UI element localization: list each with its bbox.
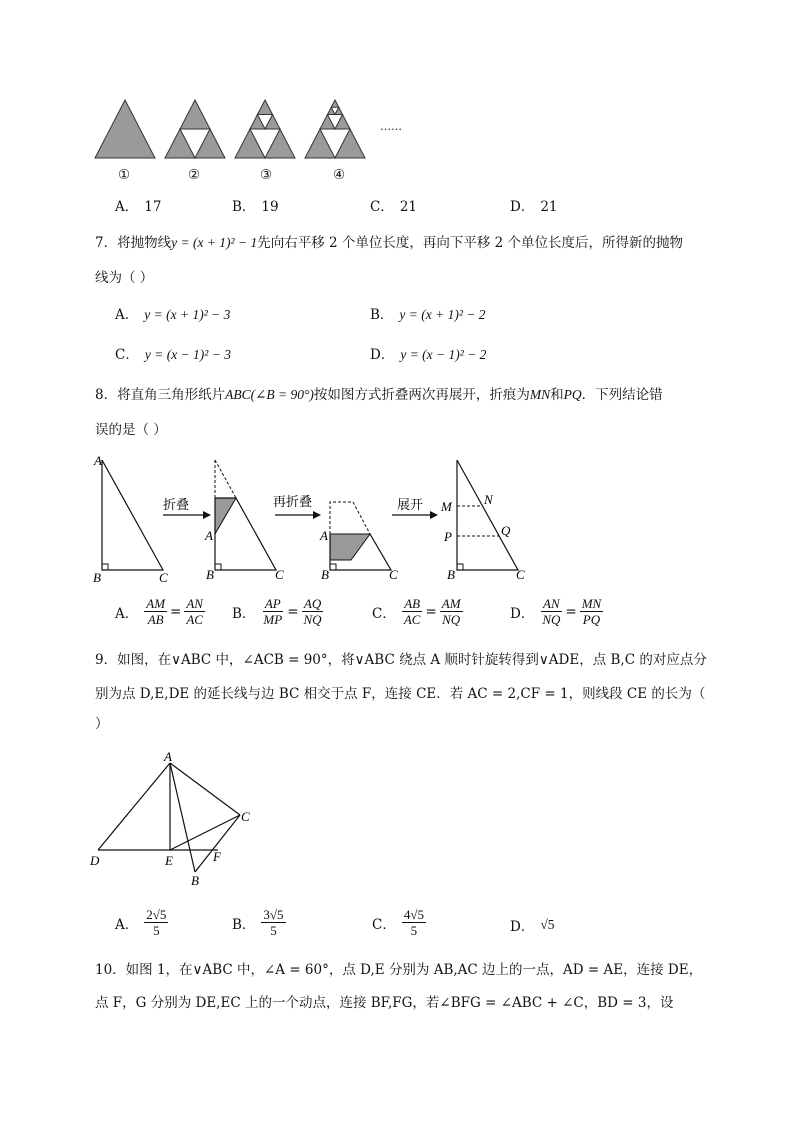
q6-figure-2 <box>165 100 225 158</box>
q9-option-a[interactable]: A． $\frac{2√5}{5}$ <box>115 907 167 938</box>
q6-option-a[interactable]: A． 17 <box>115 199 162 215</box>
q8-arrow1-label: 折叠 <box>163 497 190 512</box>
q6-sierpinski-figures <box>90 95 410 165</box>
q8-label-Q: Q <box>501 523 511 538</box>
q10-stem-line2: 点 F，G 分别为 DE,EC 上的一个动点，连接 BF,FG，若∠BFG = ∠ABC + ∠C，BD = 3，设 <box>95 995 674 1011</box>
q7-stem-line1: 7．将抛物线y = (x + 1)² − 1先向右平移 2 个单位长度，再向下平移 2 个单位长度后，所得新的抛物 <box>95 235 684 251</box>
q7-option-c[interactable]: C． y = (x − 1)² − 3 <box>115 347 231 363</box>
q6-option-b[interactable]: B． 19 <box>232 199 279 215</box>
q9-label-F: F <box>213 849 221 864</box>
q6-figure-1 <box>95 100 155 158</box>
q8-label-B2: B <box>206 567 214 582</box>
q8-label-B4: B <box>447 567 455 582</box>
q6-figure-label-3: ③ <box>260 167 273 183</box>
q8-label-N: N <box>484 492 493 507</box>
q8-label-C3: C <box>389 567 398 582</box>
q7-formula: y = (x + 1)² − 1 <box>171 235 258 250</box>
q6-option-d[interactable]: D． 21 <box>510 199 558 215</box>
q7-stem-line2: 线为（ ） <box>95 270 154 286</box>
q8-label-P: P <box>444 529 452 544</box>
q6-ellipsis: …… <box>380 120 402 133</box>
q9-option-d[interactable]: D． √5 <box>510 917 555 935</box>
q9-option-c[interactable]: C． $\frac{4√5}{5}$ <box>372 907 424 938</box>
q9-label-A: A <box>164 749 172 764</box>
q8-label-M: M <box>441 499 452 514</box>
q8-stem-line1: 8．将直角三角形纸片ABC(∠B = 90°)按如图方式折叠两次再展开，折痕为MN和PQ．下列结论错 <box>95 387 663 403</box>
q10-stem-line1: 10．如图 1，在∨ABC 中，∠A = 60°，点 D,E 分别为 AB,AC 边上的一点，AD = AE，连接 DE， <box>95 962 703 978</box>
q8-stem-line2: 误的是（ ） <box>95 422 167 438</box>
q8-label-C2: C <box>275 567 284 582</box>
q9-label-C: C <box>241 809 250 824</box>
q8-triangle-fold2 <box>319 502 398 582</box>
q8-label-A2: A <box>205 528 213 543</box>
q8-arrow-unfold <box>392 497 438 519</box>
q8-label-A1: A <box>94 453 102 468</box>
q7-option-b[interactable]: B． y = (x + 1)² − 2 <box>370 307 486 323</box>
q8-label-B3: B <box>321 567 329 582</box>
q8-label-C4: C <box>516 567 525 582</box>
q9-label-E: E <box>165 853 173 868</box>
q6-figure-label-4: ④ <box>333 167 346 183</box>
q8-triangle-original <box>93 453 168 585</box>
q6-figure-3 <box>235 100 295 158</box>
q7-option-d[interactable]: D． y = (x − 1)² − 2 <box>370 347 487 363</box>
q9-stem-line1: 9．如图，在∨ABC 中，∠ACB = 90°，将∨ABC 绕点 A 顺时针旋转得到∨ADE，点 B,C 的对应点分 <box>95 652 707 668</box>
q7-option-a[interactable]: A． y = (x + 1)² − 3 <box>115 307 231 323</box>
q9-option-b[interactable]: B． $\frac{3√5}{5}$ <box>232 907 284 938</box>
q8-arrow-fold <box>163 497 211 519</box>
q8-label-C1: C <box>159 570 168 585</box>
q8-option-c[interactable]: C． $\frac{AB}{AC}$ = $\frac{AM}{NQ}$ <box>372 596 461 627</box>
q8-triangle-fold1 <box>204 460 284 582</box>
q6-figure-label-1: ① <box>118 167 131 183</box>
q9-rotation-figure <box>88 745 268 890</box>
q9-stem-line3: ） <box>95 716 109 732</box>
q6-option-c[interactable]: C． 21 <box>370 199 418 215</box>
q8-option-b[interactable]: B． $\frac{AP}{MP}$ = $\frac{AQ}{NQ}$ <box>232 596 322 627</box>
q8-option-a[interactable]: A． $\frac{AM}{AB}$ = $\frac{AN}{AC}$ <box>115 596 203 627</box>
q9-stem-line2: 别为点 D,E,DE 的延长线与边 BC 相交于点 F，连接 CE．若 AC = 2,CF = 1，则线段 CE 的长为（ <box>95 686 706 702</box>
q9-label-B: B <box>191 873 199 888</box>
q8-folding-figure <box>85 448 545 588</box>
q6-figure-4 <box>305 100 365 158</box>
q8-arrow-refold <box>273 494 321 519</box>
q8-triangle-unfolded <box>440 460 525 582</box>
q9-label-D: D <box>90 853 100 868</box>
q8-label-A3: A <box>320 528 328 543</box>
q8-label-B1: B <box>93 570 101 585</box>
q8-arrow2-label: 再折叠 <box>273 494 313 509</box>
q8-option-d[interactable]: D． $\frac{AN}{NQ}$ = $\frac{MN}{PQ}$ <box>510 596 602 627</box>
q6-figure-label-2: ② <box>188 167 201 183</box>
q8-arrow3-label: 展开 <box>397 497 424 512</box>
